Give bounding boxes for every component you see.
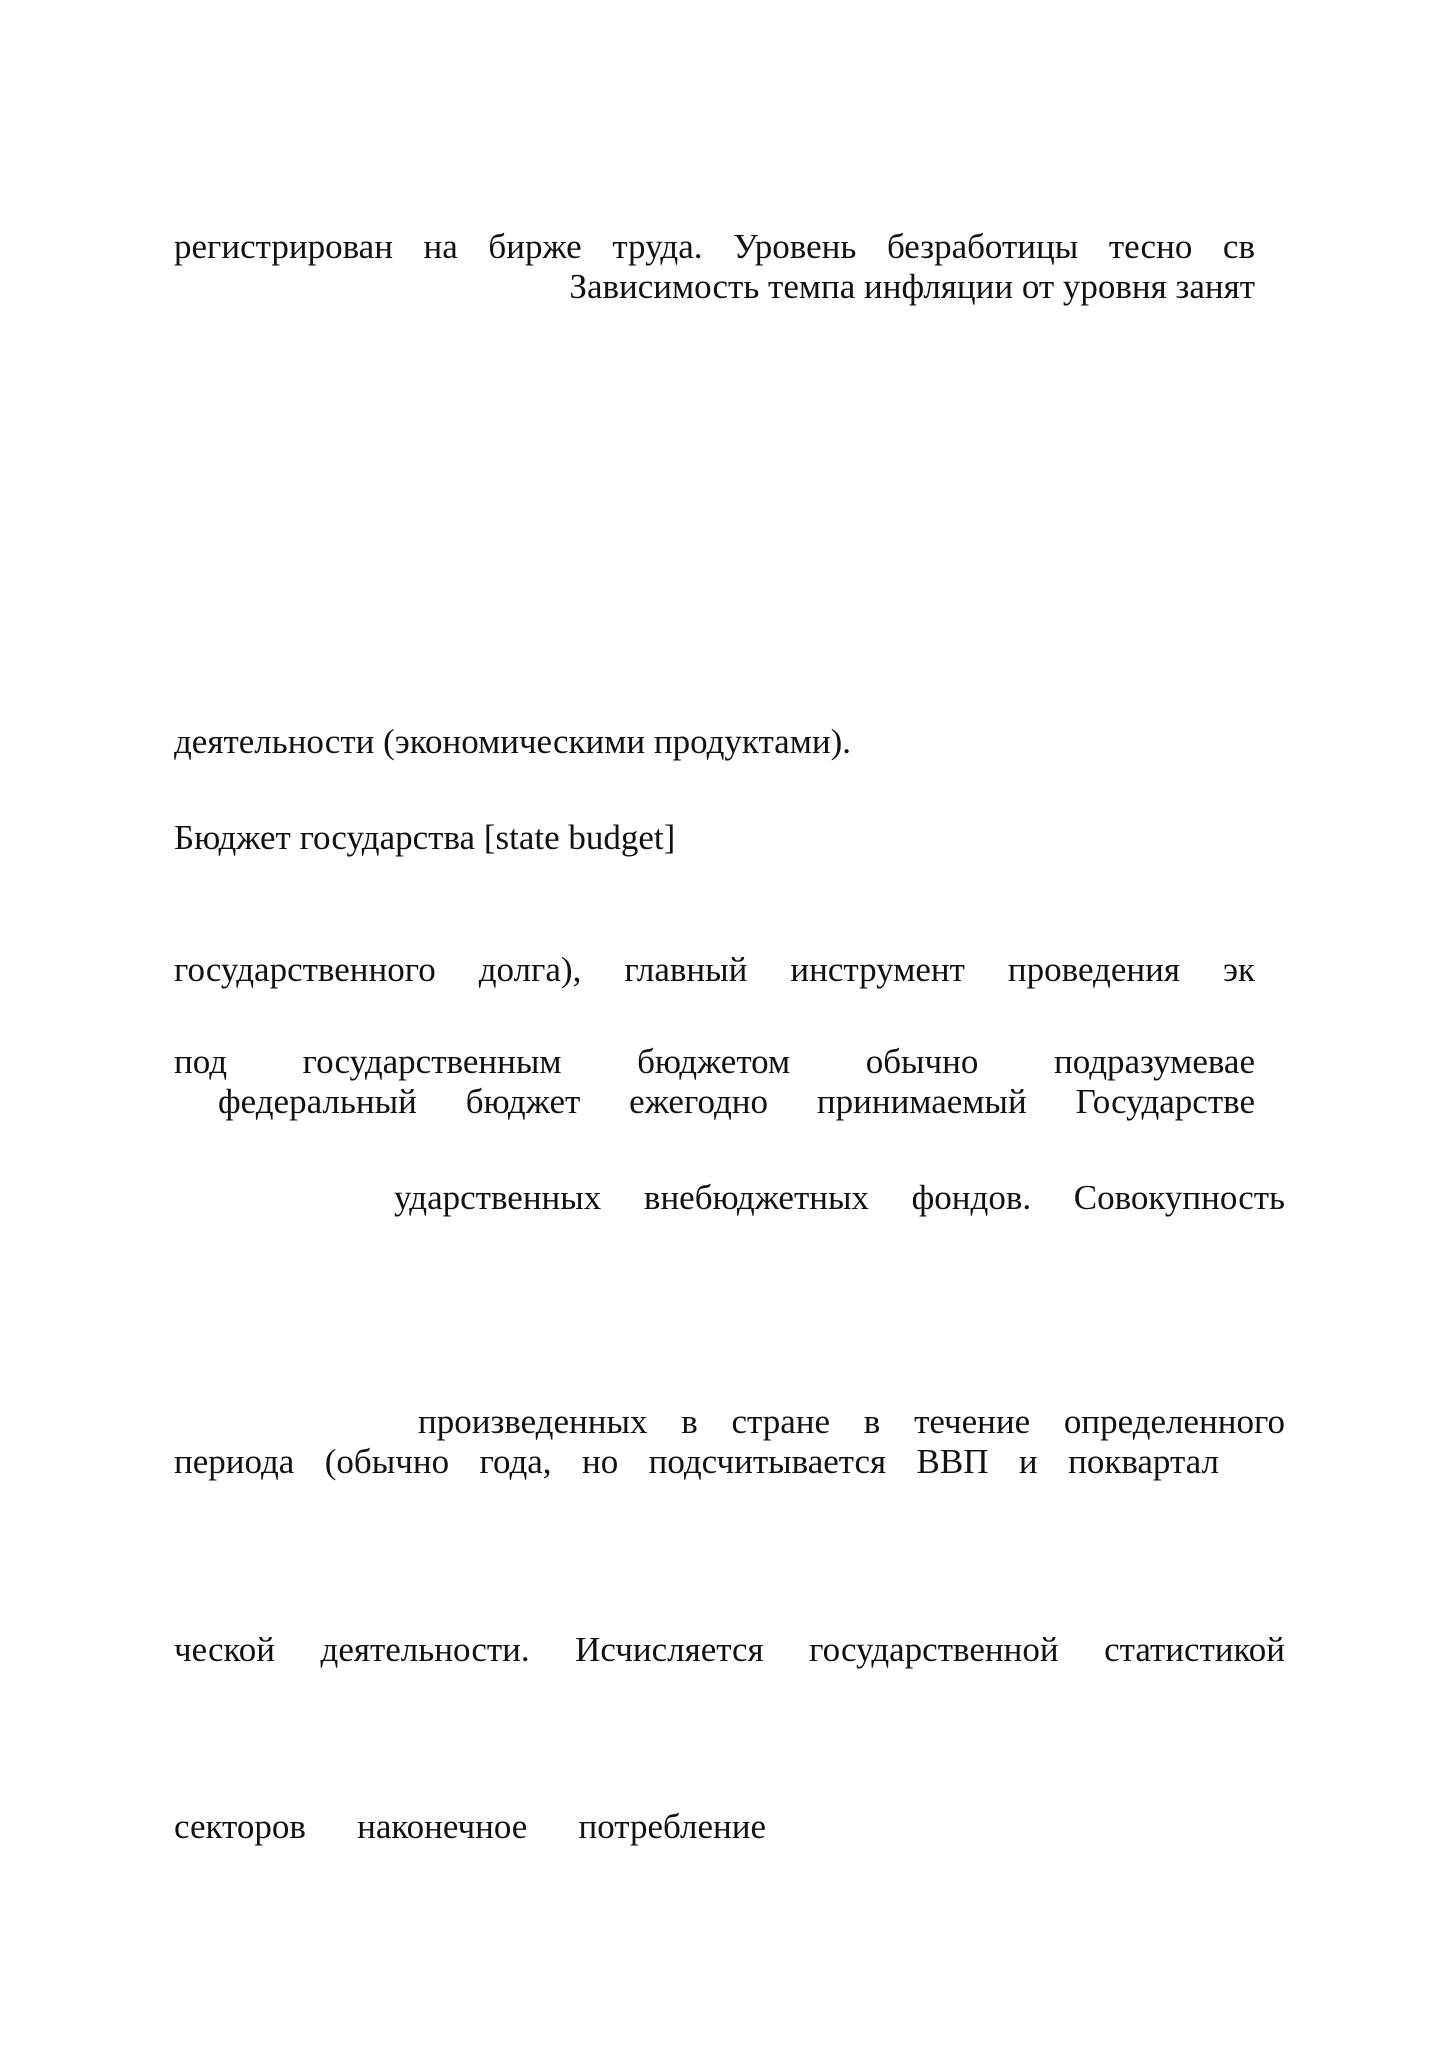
text-line-1: регистрирован на бирже труда. Уровень безработицы тесно св — [174, 227, 1255, 266]
text-line-11: ческой деятельности. Исчисляется государственной статистикой — [174, 1630, 1285, 1669]
text-line-12: секторов наконечное потребление — [174, 1807, 766, 1846]
text-line-2: Зависимость темпа инфляции от уровня занят — [569, 267, 1255, 306]
text-line-3: деятельности (экономическими продуктами). — [174, 722, 851, 761]
text-line-5: государственного долга), главный инструмент проведения эк — [174, 950, 1255, 989]
text-line-7: федеральный бюджет ежегодно принимаемый Государстве — [218, 1082, 1255, 1121]
text-line-4: Бюджет государства [state budget] — [174, 818, 676, 857]
text-line-10: периода (обычно года, но подсчитывается ВВП и поквартал — [174, 1442, 1219, 1481]
text-line-9: произведенных в стране в течение определенного — [418, 1402, 1285, 1441]
text-line-6: под государственным бюджетом обычно подразумевае — [174, 1042, 1255, 1081]
text-line-8: ударственных внебюджетных фондов. Совокупность — [394, 1178, 1285, 1217]
